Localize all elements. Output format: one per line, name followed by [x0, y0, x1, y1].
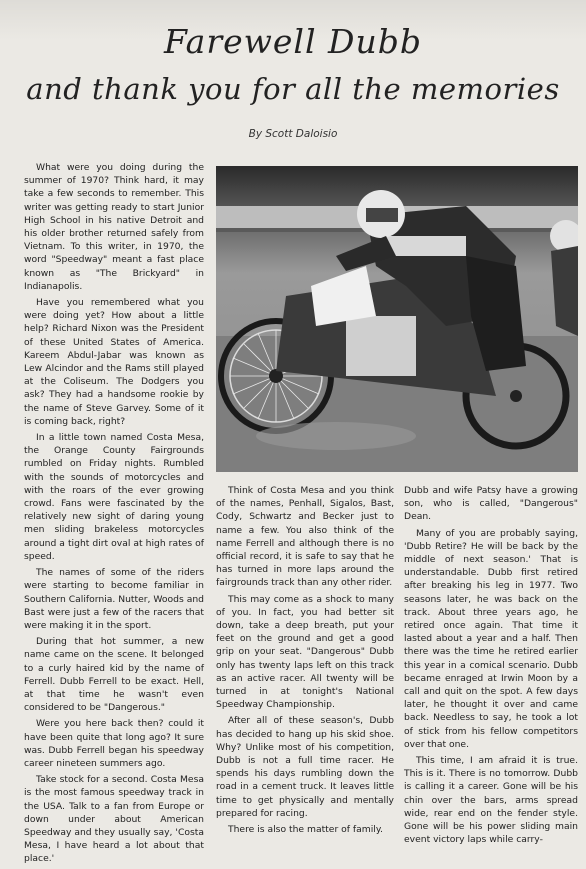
column-2 — [216, 484, 394, 839]
paragraph: During that hot summer, a new name came on the scene. It belonged to a curly haired kid by the name of Ferrell. Dubb Ferrell to be exact. Hell, at that time he wasn't even considered to be "Dangerous." — [24, 636, 204, 714]
column-3 — [404, 484, 578, 849]
paragraph: Were you here back then? could it have been quite that long ago? It sure was. Dubb Ferrell began his speedway career nineteen summers ago. — [24, 718, 204, 769]
column-1 — [24, 161, 204, 869]
paragraph: This may come as a shock to many of you. In fact, you had better sit down, take a deep breath, put your feet on the ground and get a good grip on your seat. "Dangerous" Dubb only has twenty laps left on this track as an active racer. All twenty will be turned in at tonight's National Speedway Championship. — [216, 593, 394, 711]
paragraph: Think of Costa Mesa and you think of the names, Penhall, Sigalos, Bast, Cody, Schwartz and Becker just to name a few. You also think of the name Ferrell and although there is no official record, it is safe to say that he has turned in more laps around the fairgrounds track than any other rider. — [216, 485, 394, 589]
paragraph: Many of you are probably saying, 'Dubb Retire? He will be back by the middle of next season.' That is understandable. Dubb first retired after breaking his leg in 1977. Two seasons later, he was back on the track. About three years ago, he retired once again. That time it lasted about a year and a half. Then there was the time he retired earlier this year in a comical scenario. Dubb became enraged at Irwin Moon by a call and quit on the spot. A few days later, he thought it over and came back. Needless to say, he took a lot of stick from his fellow competitors over that one. — [404, 527, 578, 750]
paragraph: In a little town named Costa Mesa, the Orange County Fairgrounds rumbled on Friday nights. Rumbled with the sounds of motorcycles and with the roars of the ever growing crowd. Fans were fascinated by the relatively new sight of daring young men sliding brakeless motorcycles around a tight dirt oval at high rates of speed. — [24, 432, 204, 562]
speedway-photo — [216, 166, 578, 472]
paragraph: Dubb and wife Patsy have a growing son, who is called, "Dangerous" Dean. — [404, 485, 578, 523]
paragraph: Have you remembered what you were doing yet? How about a little help? Richard Nixon was the President of these United States of America. Kareem Abdul-Jabar was known as Lew Alcindor and the Rams still played at the Coliseum. The Dodgers you ask? They had a handsome rookie by the name of Steve Garvey. Some of it is coming back, right? — [24, 297, 204, 427]
paragraph: The names of some of the riders were starting to become familiar in Southern California. Nutter, Woods and Bast were just a few of the racers that were making it in the sport. — [24, 567, 204, 631]
paragraph: This time, I am afraid it is true. This is it. There is no tomorrow. Dubb is calling it a career. Gone will be his chin over the bars, arms spread wide, rear end on the fender style. Gone will be his power sliding main event victory laps while carry- — [404, 755, 578, 846]
motorcycle-rider-illustration — [216, 166, 578, 472]
article-title-line2: and thank you for all the memories — [26, 72, 560, 106]
article-title-line1: Farewell Dubb — [164, 22, 422, 61]
byline: By Scott Daloisio — [248, 128, 338, 140]
paragraph: Take stock for a second. Costa Mesa is the most famous speedway track in the USA. Talk to a fan from Europe or down under about American Speedway and they usually say, 'Costa Mesa, I have heard a lot about that place.' — [24, 774, 204, 865]
paragraph: What were you doing during the summer of 1970? Think hard, it may take a few seconds to remember. This writer was getting ready to start Junior High School in his native Detroit and his older brother returned safely from Vietnam. To this writer, in 1970, the word "Speedway" meant a fast place known as "The Brickyard" in Indianapolis. — [24, 162, 204, 292]
paragraph: After all of these season's, Dubb has decided to hang up his skid shoe. Why? Unlike most of his competition, Dubb is not a full time racer. He spends his days rumbling down the road in a cement truck. It leaves little time to get physically and mentally prepared for racing. — [216, 715, 394, 819]
paragraph: There is also the matter of family. — [228, 824, 383, 836]
